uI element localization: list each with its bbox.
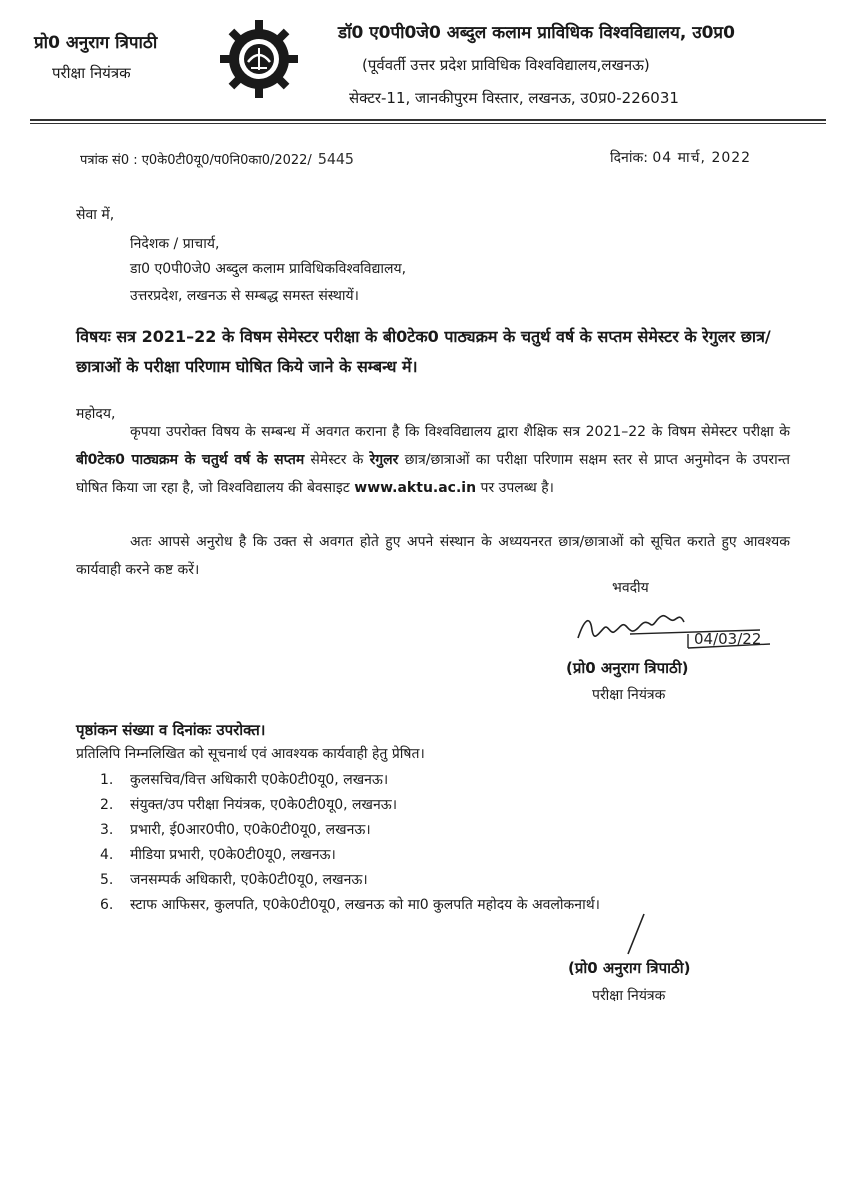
signatory-name: (प्रो0 अनुराग त्रिपाठी) (566, 659, 689, 677)
website-link: www.aktu.ac.in (354, 480, 477, 496)
signatory-name: (प्रो0 अनुराग त्रिपाठी) (568, 959, 691, 977)
recipient-salutation: सेवा में, (76, 207, 115, 223)
para1-text: पर उपलब्ध है। (476, 480, 554, 496)
official-designation: परीक्षा नियंत्रक (52, 64, 131, 82)
list-item-text: जनसम्पर्क अधिकारी, ए0के0टी0यू0, लखनऊ। (130, 872, 368, 888)
list-item-number: 5. (100, 872, 114, 888)
university-emblem-icon (218, 18, 300, 100)
para1-text: कृपया उपरोक्त विषय के सम्बन्ध में अवगत कराना है कि विश्वविद्यालय द्वारा शैक्षिक सत्र 2021–22 के विषम सेमेस्टर परीक्षा के (130, 424, 790, 440)
list-item-text: प्रभारी, ई0आर0पी0, ए0के0टी0यू0, लखनऊ। (130, 822, 371, 838)
list-item-text: संयुक्त/उप परीक्षा नियंत्रक, ए0के0टी0यू0, लखनऊ। (130, 797, 398, 813)
signatory-designation: परीक्षा नियंत्रक (592, 687, 666, 703)
recipient-line: डा0 ए0पी0जे0 अब्दुल कलाम प्राविधिकविश्वविद्यालय, (130, 261, 407, 277)
recipient-line: निदेशक / प्राचार्य, (130, 236, 220, 252)
signature-date: 04/03/22 (694, 630, 762, 648)
list-item-number: 3. (100, 822, 114, 838)
reference-label: पत्रांक सं0 : ए0के0टी0यू0/प0नि0का0/2022/ (80, 153, 312, 168)
body-paragraph-1 (76, 418, 790, 502)
list-item (100, 768, 600, 793)
reference-number: 5445 (317, 150, 354, 168)
list-item (100, 793, 600, 818)
reference-line (80, 150, 354, 168)
signatory-designation: परीक्षा नियंत्रक (592, 988, 666, 1004)
subject: विषयः सत्र 2021–22 के विषम सेमेस्टर परीक्षा के बी0टेक0 पाठ्यक्रम के चतुर्थ वर्ष के सप्तम सेमेस्टर के रेगुलर छात्र/छात्राओं के परीक्षा परिणाम घोषित किये जाने के सम्बन्ध में। (76, 327, 771, 376)
greeting: महोदय, (76, 406, 116, 422)
official-name: प्रो0 अनुराग त्रिपाठी (34, 33, 158, 53)
date-label: दिनांक: (610, 150, 648, 166)
copy-list (100, 768, 600, 918)
list-item-text: कुलसचिव/वित्त अधिकारी ए0के0टी0यू0, लखनऊ। (130, 772, 389, 788)
para1-text: सेमेस्टर के (304, 452, 370, 468)
list-item (100, 893, 600, 918)
endorsement-title: पृष्ठांकन संख्या व दिनांकः उपरोक्त। (76, 721, 266, 739)
header-divider (30, 119, 826, 121)
list-item-number: 2. (100, 797, 114, 813)
university-address: सेक्टर-11, जानकीपुरम विस्तार, लखनऊ, उ0प्र0-226031 (349, 89, 679, 107)
list-item (100, 868, 600, 893)
list-item-number: 1. (100, 772, 114, 788)
recipient-line: उत्तरप्रदेश, लखनऊ से सम्बद्ध समस्त संस्थायें। (130, 288, 359, 304)
para1-text: छात्र/छात्राओं का परीक्षा परिणाम सक्षम स्तर से प्राप्त अनुमोदन के उपरान्त घोषित किया जा रहा है, जो विश्वविद्यालय की बेवसाइट (76, 452, 790, 496)
list-item (100, 818, 600, 843)
list-item-text: स्टाफ आफिसर, कुलपति, ए0के0टी0यू0, लखनऊ को मा0 कुलपति महोदय के अवलोकनार्थ। (130, 897, 600, 913)
university-name: डॉ0 ए0पी0जे0 अब्दुल कलाम प्राविधिक विश्वविद्यालय, उ0प्र0 (338, 23, 735, 43)
closing: भवदीय (612, 580, 649, 596)
initial-mark-icon (620, 910, 650, 960)
university-former-name: (पूर्ववर्ती उत्तर प्रदेश प्राविधिक विश्वविद्यालय,लखनऊ) (362, 56, 650, 74)
para1-bold-regular: रेगुलर (369, 452, 399, 468)
list-item (100, 843, 600, 868)
list-item-number: 4. (100, 847, 114, 863)
date-value: 04 मार्च, 2022 (652, 150, 752, 166)
list-item-number: 6. (100, 897, 114, 913)
endorsement-intro: प्रतिलिपि निम्नलिखित को सूचनार्थ एवं आवश्यक कार्यवाही हेतु प्रेषित। (76, 746, 425, 762)
handwritten-signature-icon (570, 600, 780, 660)
list-item-text: मीडिया प्रभारी, ए0के0टी0यू0, लखनऊ। (130, 847, 336, 863)
body-paragraph-2: अतः आपसे अनुरोध है कि उक्त से अवगत होते हुए अपने संस्थान के अध्ययनरत छात्र/छात्राओं को सूचित कराते हुए आवश्यक कार्यवाही करने कष्ट करें। (76, 534, 790, 578)
header-divider-thin (30, 123, 826, 124)
date-line (610, 148, 751, 167)
para1-bold-course: बी0टेक0 पाठ्यक्रम के चतुर्थ वर्ष के सप्तम (76, 452, 305, 468)
